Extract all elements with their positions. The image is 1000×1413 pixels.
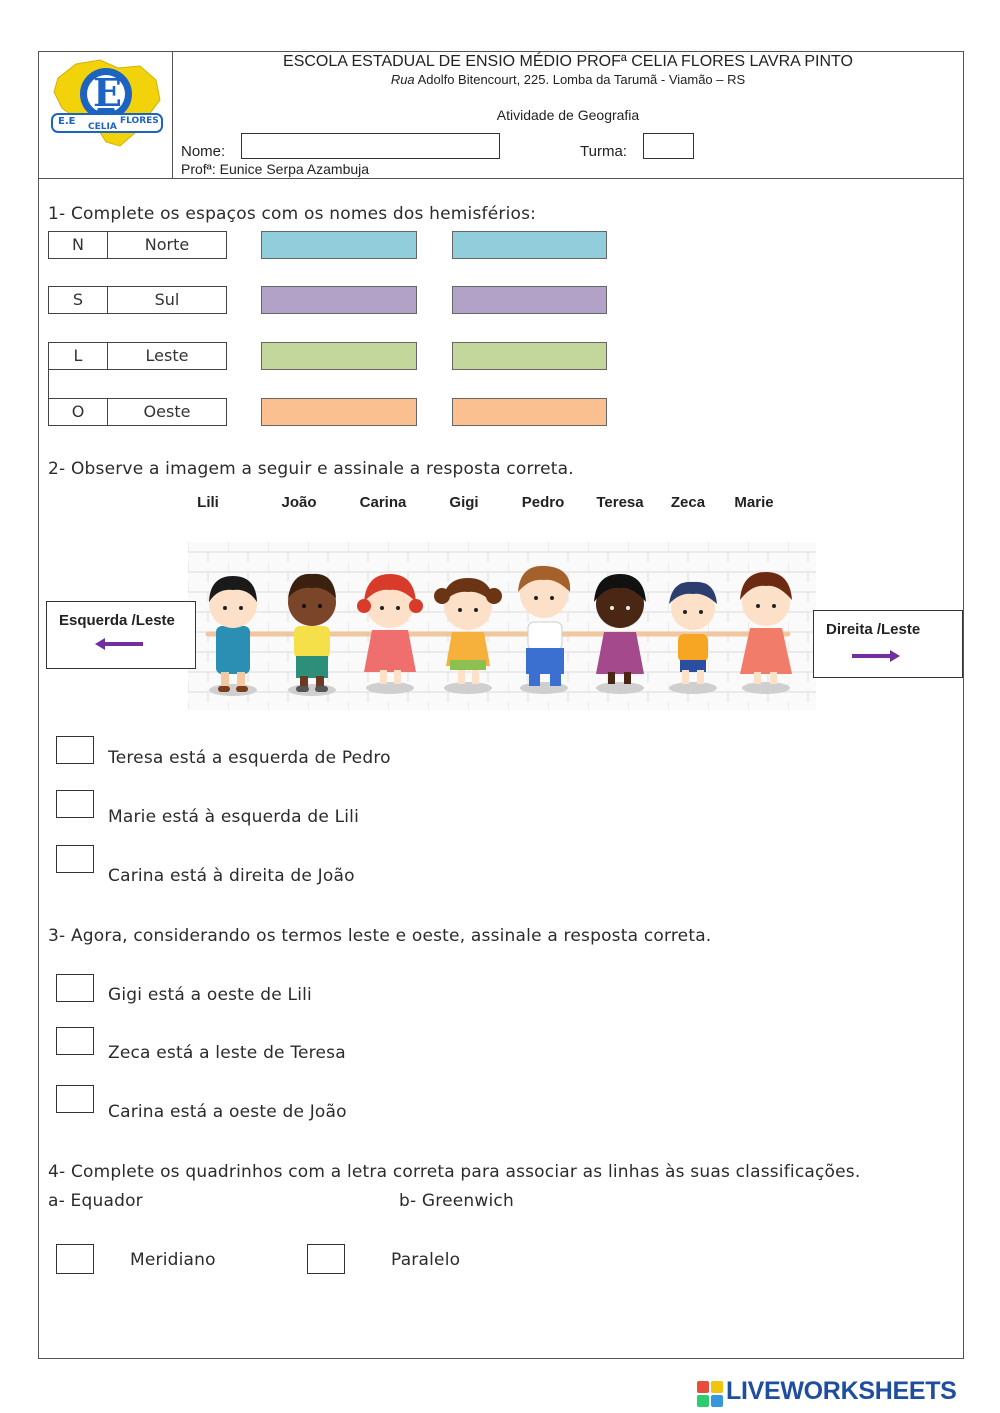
child-name-teresa: Teresa [596,494,644,511]
header-divider [38,178,964,179]
right-direction-box [813,610,963,678]
q3-option-3: Carina está a oeste de João [108,1102,347,1122]
q2-checkbox-3[interactable] [56,845,94,873]
name-label: Nome: [181,143,226,160]
q3-option-2: Zeca está a leste de Teresa [108,1043,346,1063]
q4-option-b: b- Greenwich [399,1191,514,1211]
q1-oeste-input-1[interactable] [261,398,417,426]
child-name-carina: Carina [359,494,407,511]
class-input[interactable] [643,133,694,159]
q3-option-1: Gigi está a oeste de Lili [108,985,312,1005]
arrow-right-icon [850,649,902,663]
q1-abbr-n: N [48,231,108,259]
school-address [175,72,961,87]
activity-title: Atividade de Geografia [496,107,640,123]
school-logo [48,56,166,152]
liveworksheets-logo [697,1377,997,1411]
q3-checkbox-2[interactable] [56,1027,94,1055]
child-name-zeca: Zeca [670,494,706,511]
address-prefix: Rua [390,72,415,87]
class-label: Turma: [580,143,627,160]
logo-ribbon-right: FLORES [120,116,159,126]
q2-option-3: Carina está à direita de João [108,866,355,886]
logo-ribbon-mid: CELIA [88,122,117,132]
q4-title: 4- Complete os quadrinhos com a letra correta para associar as linhas às suas classificações. [48,1162,861,1182]
brand-text: LIVEWORKSHEETS [726,1377,957,1405]
child-name-lili: Lili [197,494,219,511]
q1-connector [48,369,49,399]
school-name: ESCOLA ESTADUAL DE ENSIO MÉDIO PROFª CELIA FLORES LAVRA PINTO [283,53,853,70]
q1-title: 1- Complete os espaços com os nomes dos hemisférios: [48,204,537,224]
teacher-name: Profª: Eunice Serpa Azambuja [181,161,370,177]
children-illustration [188,542,816,710]
q1-norte-input-1[interactable] [261,231,417,259]
q1-label-leste: Leste [107,342,227,370]
q4-item-meridiano: Meridiano [130,1250,216,1270]
q2-checkbox-1[interactable] [56,736,94,764]
q4-input-meridiano[interactable] [56,1244,94,1274]
q3-checkbox-1[interactable] [56,974,94,1002]
liveworksheets-icon [697,1381,723,1407]
q2-option-1: Teresa está a esquerda de Pedro [108,748,391,768]
q1-abbr-o: O [48,398,108,426]
child-name-pedro: Pedro [521,494,565,511]
arrow-left-icon [93,637,145,651]
q2-option-2: Marie está à esquerda de Lili [108,807,360,827]
q1-sul-input-1[interactable] [261,286,417,314]
child-name-gigi: Gigi [449,494,479,511]
q4-option-a: a- Equador [48,1191,143,1211]
q3-title: 3- Agora, considerando os termos leste e oeste, assinale a resposta correta. [48,926,712,946]
address-text: Adolfo Bitencourt, 225. Lomba da Tarumã - Viamão – RS [417,72,746,87]
q1-norte-input-2[interactable] [452,231,607,259]
q3-checkbox-3[interactable] [56,1085,94,1113]
q1-abbr-l: L [48,342,108,370]
q4-item-paralelo: Paralelo [391,1250,461,1270]
logo-ribbon-left: E.E [58,116,76,127]
right-direction-label: Direita /Leste [826,621,921,638]
q2-checkbox-2[interactable] [56,790,94,818]
q1-sul-input-2[interactable] [452,286,607,314]
q1-leste-input-1[interactable] [261,342,417,370]
child-name-marie: Marie [734,494,774,511]
child-name-joao: João [281,494,317,511]
q4-input-paralelo[interactable] [307,1244,345,1274]
logo-letter: E [93,70,122,115]
q1-label-norte: Norte [107,231,227,259]
q1-label-sul: Sul [107,286,227,314]
name-input[interactable] [241,133,500,159]
left-direction-label: Esquerda /Leste [59,612,175,629]
q1-abbr-s: S [48,286,108,314]
left-direction-box [46,601,196,669]
q1-label-oeste: Oeste [107,398,227,426]
q1-oeste-input-2[interactable] [452,398,607,426]
q2-title: 2- Observe a imagem a seguir e assinale a resposta correta. [48,459,574,479]
q1-leste-input-2[interactable] [452,342,607,370]
logo-divider [172,51,173,178]
